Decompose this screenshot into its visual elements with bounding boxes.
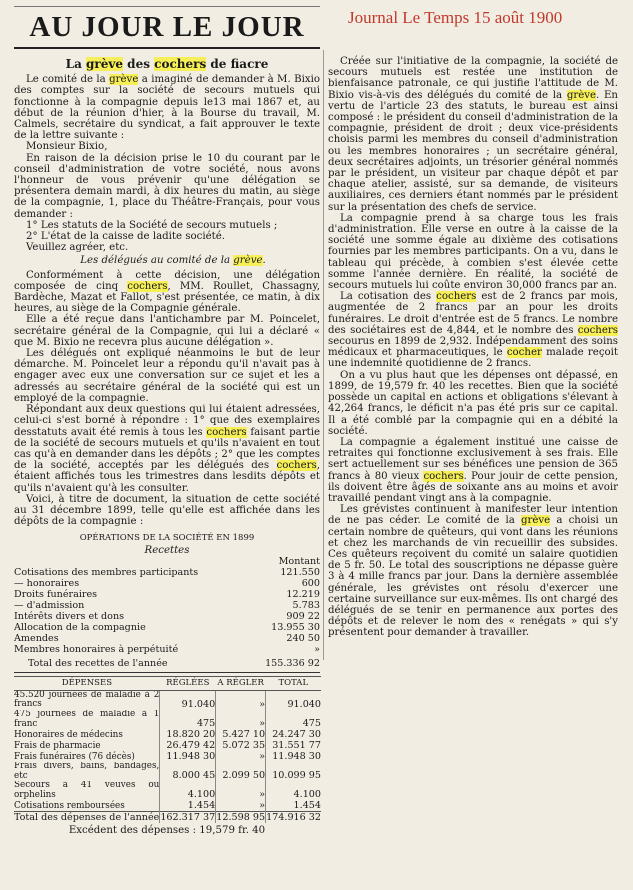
recettes-table (14, 556, 320, 669)
depenses-aregler: » (216, 690, 266, 710)
recettes-row (14, 589, 320, 600)
letter-salutation: Monsieur Bixio, (26, 141, 108, 153)
recettes-total-value: 155.336 92 (265, 657, 320, 669)
table-rule (14, 672, 320, 673)
highlight: cochers (436, 291, 477, 303)
depenses-label: Frais divers, bains, bandages, etc (14, 762, 160, 781)
highlight: grève (520, 515, 551, 527)
depenses-row (14, 751, 321, 762)
depenses-total: 11.948 30 (266, 751, 321, 762)
depenses-row (14, 729, 321, 740)
column-divider (323, 50, 324, 660)
recettes-label: Membres honoraires à perpétuité (14, 643, 179, 655)
highlight: cochers (577, 324, 618, 336)
recettes-label: Intérêts divers et dons (14, 610, 125, 622)
recettes-value: 12.219 (286, 588, 320, 600)
recettes-value: 240 50 (286, 632, 320, 644)
depenses-total: 1.454 (266, 800, 321, 812)
depenses-row (14, 781, 321, 800)
recettes-row (14, 611, 320, 622)
recettes-value: » (314, 643, 320, 655)
paragraph: On a vu plus haut que les dépenses ont dépassé, en 1899, de 19,579 fr. 40 les recettes. Bien que la société possède un capital en actions et obligations s'élevant à 42,264 francs, le déficit n'a pas été pris sur ce capital. Il a été comblé par la compagnie qui en a débité la société. (328, 369, 618, 437)
depenses-regle: 1.454 (160, 800, 216, 812)
depenses-aregler: » (216, 781, 266, 800)
montant-header: Montant (278, 555, 320, 567)
recettes-row (14, 600, 320, 611)
depenses-header: A RÉGLER (216, 676, 266, 690)
depenses-regle: 475 (160, 710, 216, 729)
recettes-row (14, 567, 320, 578)
depenses-regle: 26.479 42 (160, 740, 216, 751)
paragraph: Voici, à titre de document, la situation de cette société au 31 décembre 1899, telle qu'elle est affichée dans les dépôts de la compagnie : (14, 493, 320, 528)
depenses-total-regle: 162.317 37 (160, 812, 216, 824)
depenses-aregler: 5.427 10 (216, 729, 266, 740)
depenses-total: 475 (266, 710, 321, 729)
letter-item: 2° L'état de la caisse de ladite société. (26, 231, 226, 243)
recettes-row (14, 644, 320, 655)
depenses-label: Frais de pharmacie (14, 740, 101, 751)
paragraph: La cotisation des cochers est de 2 francs par mois, augmentée de 2 francs par an pour les droits funéraires. Le droit d'entrée est de 5 francs. Le nombre des sociétaires est de 4,844, et le nombre des cochers secourus en 1899 de 2,932. Indépendamment des soins médicaux et pharmaceutiques, le cocher malade reçoit une indemnité quotidienne de 2 francs. (328, 291, 619, 370)
recettes-row (14, 622, 320, 633)
highlight: cochers (154, 57, 207, 71)
excedent-line: Excédent des dépenses : 19,579 fr. 40 (68, 825, 266, 837)
depenses-aregler: » (216, 710, 266, 729)
depenses-aregler: 5.072 35 (216, 740, 266, 751)
paragraph: La compagnie prend à sa charge tous les frais d'administration. Elle verse en outre à la caisse de la société une somme égale au dixième des cotisations fournies par les membres participants. On a vu, dans le tableau qui précède, à combien s'est élevée cette somme l'année dernière. En réalité, la société de secours mutuels lui coûte environ 30,000 francs par an. (328, 212, 618, 292)
depenses-regle: 11.948 30 (160, 751, 216, 762)
depenses-label: 475 journées de maladie à 1 franc (14, 709, 160, 729)
depenses-label: Secours à 41 veuves ou orphelins (14, 781, 160, 800)
depenses-row (14, 800, 321, 812)
depenses-row (14, 762, 321, 781)
highlight: cochers (423, 470, 464, 482)
recettes-value: 121.550 (280, 566, 320, 578)
letter-signature: Les délégués au comité de la grève. (80, 255, 266, 267)
right-column (328, 56, 618, 639)
depenses-aregler: 2.099 50 (216, 762, 266, 781)
paragraph: Le comité de la grève a imaginé de demander à M. Bixio des comptes sur la société de secours mutuels qui fonctionne à la compagnie depuis le13 mai 1867 et, au début de la réunion d'hier, à la Bourse du travail, M. Calmels, secrétaire du syndicat, a fait approuver le texte de la lettre suivante : (14, 74, 320, 142)
recettes-label: Allocation de la compagnie (14, 621, 146, 633)
recettes-label: Amendes (14, 632, 59, 644)
depenses-label: Honoraires de médecins (14, 729, 123, 740)
depenses-total: 31.551 77 (266, 740, 321, 751)
masthead-title: AU JOUR LE JOUR (29, 11, 305, 43)
recettes-value: 13.955 30 (271, 621, 320, 633)
recettes-row (14, 578, 320, 589)
letter-body: En raison de la décision prise le 10 du courant par le conseil d'administration de votre société, nous avons l'honneur de vous prévenir qu'une délégation se présentera demain mardi, à dix heures du matin, au siège de la compagnie, 1, place du Théâtre-Français, pour vous demander : (14, 152, 320, 220)
letter-close: Veuillez agréer, etc. (26, 242, 129, 254)
highlight: cochers (127, 280, 168, 292)
depenses-total: 10.099 95 (266, 762, 321, 781)
depenses-label: Cotisations remboursées (14, 800, 125, 811)
recettes-heading: Recettes (144, 544, 190, 556)
recettes-value: 909 22 (286, 610, 320, 622)
depenses-aregler: » (216, 751, 266, 762)
recettes-label: — honoraires (14, 577, 80, 589)
depenses-table (14, 676, 321, 824)
paragraph: Elle a été reçue dans l'antichambre par M. Poincelet, secrétaire général de la Compagnie, qui lui a déclaré « que M. Bixio ne recevra plus aucune délégation ». (14, 314, 320, 348)
depenses-total: 24.247 30 (266, 729, 321, 740)
depenses-row (14, 740, 321, 751)
masthead (14, 6, 320, 49)
recettes-total-label: Total des recettes de l'année (28, 657, 168, 669)
left-column (14, 56, 320, 837)
depenses-total-label: Total des dépenses de l'année (14, 812, 160, 824)
recettes-label: — d'admission (14, 599, 85, 611)
depenses-regle: 8.000 45 (160, 762, 216, 781)
depenses-row (14, 690, 321, 710)
depenses-aregler: » (216, 800, 266, 812)
operations-title: OPÉRATIONS DE LA SOCIÉTÉ EN 1899 (79, 533, 255, 544)
paragraph: Les délégués ont expliqué néanmoins le but de leur démarche. M. Poincelet leur a répondu qu'il n'avait pas à engager avec eux une conversation sur ce sujet et les a adressés au secrétaire général de la société qui est un employé de la compagnie. (14, 348, 320, 404)
depenses-regle: 91.040 (160, 690, 216, 710)
highlight: grève (566, 89, 597, 101)
depenses-header: RÉGLÉES (160, 676, 216, 690)
paragraph: Conformément à cette décision, une délégation composée de cinq cochers, MM. Roullet, Chassagny, Bardèche, Mazat et Fallot, s'est présentée, ce matin, à dix heures, au siège de la Compagnie générale. (14, 269, 320, 315)
letter-item: 1° Les statuts de la Société de secours mutuels ; (26, 219, 278, 231)
article-title: La grève des cochers de fiacre (65, 57, 269, 71)
recettes-label: Cotisations des membres participants (14, 566, 199, 578)
depenses-regle: 4.100 (160, 781, 216, 800)
depenses-regle: 18.820 20 (160, 729, 216, 740)
depenses-label: Frais funéraires (76 décès) (14, 751, 135, 762)
depenses-total-total: 174.916 32 (266, 812, 322, 824)
highlight: grève (109, 74, 139, 86)
highlight: cochers (276, 460, 317, 472)
highlight: grève (86, 57, 123, 71)
highlight: cocher (506, 347, 542, 359)
depenses-row (14, 710, 321, 729)
highlight: grève (233, 255, 263, 267)
depenses-total-aregler: 12.598 95 (216, 812, 266, 824)
recettes-value: 600 (301, 577, 320, 589)
depenses-label: 45.520 journées de maladie à 2 francs (14, 690, 160, 710)
depenses-header: DÉPENSES (14, 676, 160, 690)
paragraph: Répondant aux deux questions qui lui étaient adressées, celui-ci s'est borné à répondre : 1° que des exemplaires desstatuts avait été remis à tous les cochers faisant partie de la société de secours mutuels et qu'ils n'avaient en tout cas qu'à en demander dans les dépôts ; 2° que les comptes de la société, acceptés par les délégués des cochers, étaient affichés tous les trimestres dans lesdits dépôts et qu'ils n'avaient qu'à les consulter. (14, 404, 320, 494)
depenses-header: TOTAL (266, 676, 321, 690)
paragraph: Les grévistes continuent à manifester leur intention de ne pas céder. Le comité de la grève a choisi un certain nombre de quêteurs, qui vont dans les réunions et chez les marchands de vin recueillir des subsides. Ces quêteurs reçoivent du comité un salaire quotidien de 5 fr. 50. Le total des souscriptions ne dépasse guère 3 à 4 mille francs par jour. Dans la dernière assemblée générale, les grévistes ont résolu d'exercer une certaine surveillance sur eux-mêmes. Ils ont chargé des délégués de se tenir en permanence aux portes des dépôts et de relever le nom des « renégats » qui s'y présentent pour demander à travailler. (328, 504, 618, 639)
recettes-row (14, 633, 320, 644)
paragraph: Créée sur l'initiative de la compagnie, la société de secours mutuels est restée une institution de bienfaisance patronale, ce qui justifie l'attitude de M. Bixio vis-à-vis des délégués du comité de la grève. En vertu de l'article 23 des statuts, le bureau est ainsi composé : le président du conseil d'administration de la compagnie, président de droit ; deux vice-présidents choisis parmi les membres du conseil d'administration ou les membres honoraires ; un secrétaire général, deux secrétaires adjoints, un trésorier général nommés par le président, un visiteur par chaque dépôt et par chaque atelier, assisté, sur sa demande, de visiteurs auxiliaires, ces derniers étant nommés par le président sur la présentation des chefs de service. (328, 56, 618, 213)
source-caption: Journal Le Temps 15 août 1900 (348, 8, 563, 27)
highlight: cochers (206, 426, 247, 438)
recettes-value: 5.783 (292, 599, 320, 611)
paragraph: La compagnie a également institué une caisse de retraites qui fonctionne exclusivement à ses frais. Elle sert actuellement sur ses bénéfices une pension de 365 francs à 80 vieux cochers. Pour jouir de cette pension, ils doivent être âgés de soixante ans au moins et avoir travaillé pendant vingt ans à la compagnie. (328, 436, 618, 504)
recettes-label: Droits funéraires (14, 588, 98, 600)
depenses-total: 91.040 (266, 690, 321, 710)
depenses-total: 4.100 (266, 781, 321, 800)
